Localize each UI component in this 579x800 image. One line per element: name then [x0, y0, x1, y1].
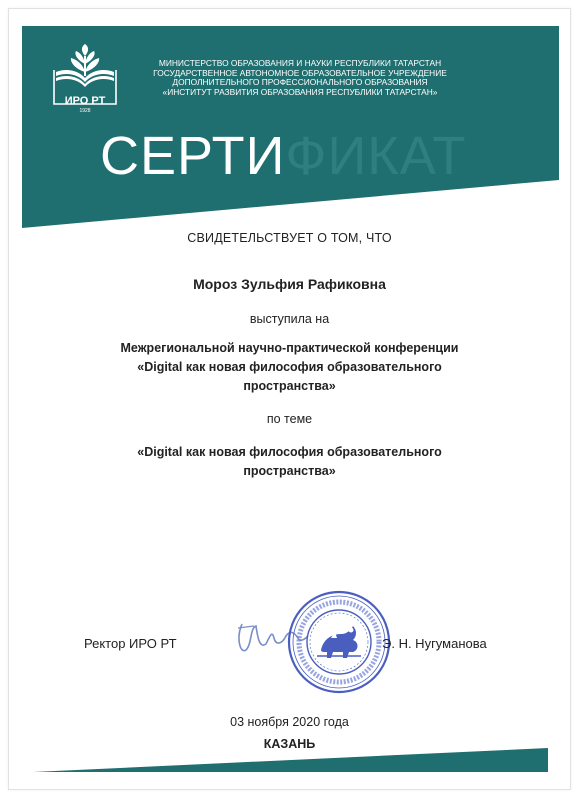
certifies-text: СВИДЕТЕЛЬСТВУЕТ О ТОМ, ЧТО — [187, 231, 392, 245]
logo-year: 1928 — [79, 108, 91, 114]
signatory-position: Ректор ИРО РТ — [84, 636, 177, 651]
conference-line: пространства» — [243, 379, 336, 393]
conference-line: Межрегиональной научно-практической конференции — [120, 341, 459, 355]
organization-name — [125, 59, 475, 98]
signer-name: Э. Н. Нугуманова — [382, 636, 487, 651]
organization-line: ДОПОЛНИТЕЛЬНОГО ПРОФЕССИОНАЛЬНОГО ОБРАЗОВАНИЯ — [172, 77, 428, 88]
conference-line: «Digital как новая философия образовательного — [137, 360, 442, 374]
official-stamp — [287, 590, 391, 694]
topic-title — [0, 443, 579, 481]
certificate-title-part1: СЕРТИ — [100, 126, 286, 186]
issue-city: КАЗАНЬ — [263, 737, 316, 751]
organization-line: «ИНСТИТУТ РАЗВИТИЯ ОБРАЗОВАНИЯ РЕСПУБЛИКИ ТАТАРСТАН» — [162, 87, 438, 98]
conference-title — [0, 339, 579, 396]
organization-line: ГОСУДАРСТВЕННОЕ АВТОНОМНОЕ ОБРАЗОВАТЕЛЬНОЕ УЧРЕЖДЕНИЕ — [153, 67, 447, 78]
certificate-title-part2: ФИКАТ — [285, 126, 467, 186]
topic-line: «Digital как новая философия образовательного — [137, 445, 442, 459]
topic-line: пространства» — [243, 464, 336, 478]
organization-line: МИНИСТЕРСТВО ОБРАЗОВАНИЯ И НАУКИ РЕСПУБЛИКИ ТАТАРСТАН — [158, 58, 442, 68]
recipient-name: Мороз Зульфия Рафиковна — [193, 276, 386, 292]
footer-banner — [0, 744, 579, 784]
certificate-title — [100, 126, 467, 186]
by-topic-text: по теме — [266, 412, 313, 426]
header-banner — [0, 0, 579, 235]
action-text: выступила на — [249, 312, 330, 326]
issue-date: 03 ноября 2020 года — [230, 715, 349, 729]
logo-text: ИРО РТ — [64, 95, 106, 107]
